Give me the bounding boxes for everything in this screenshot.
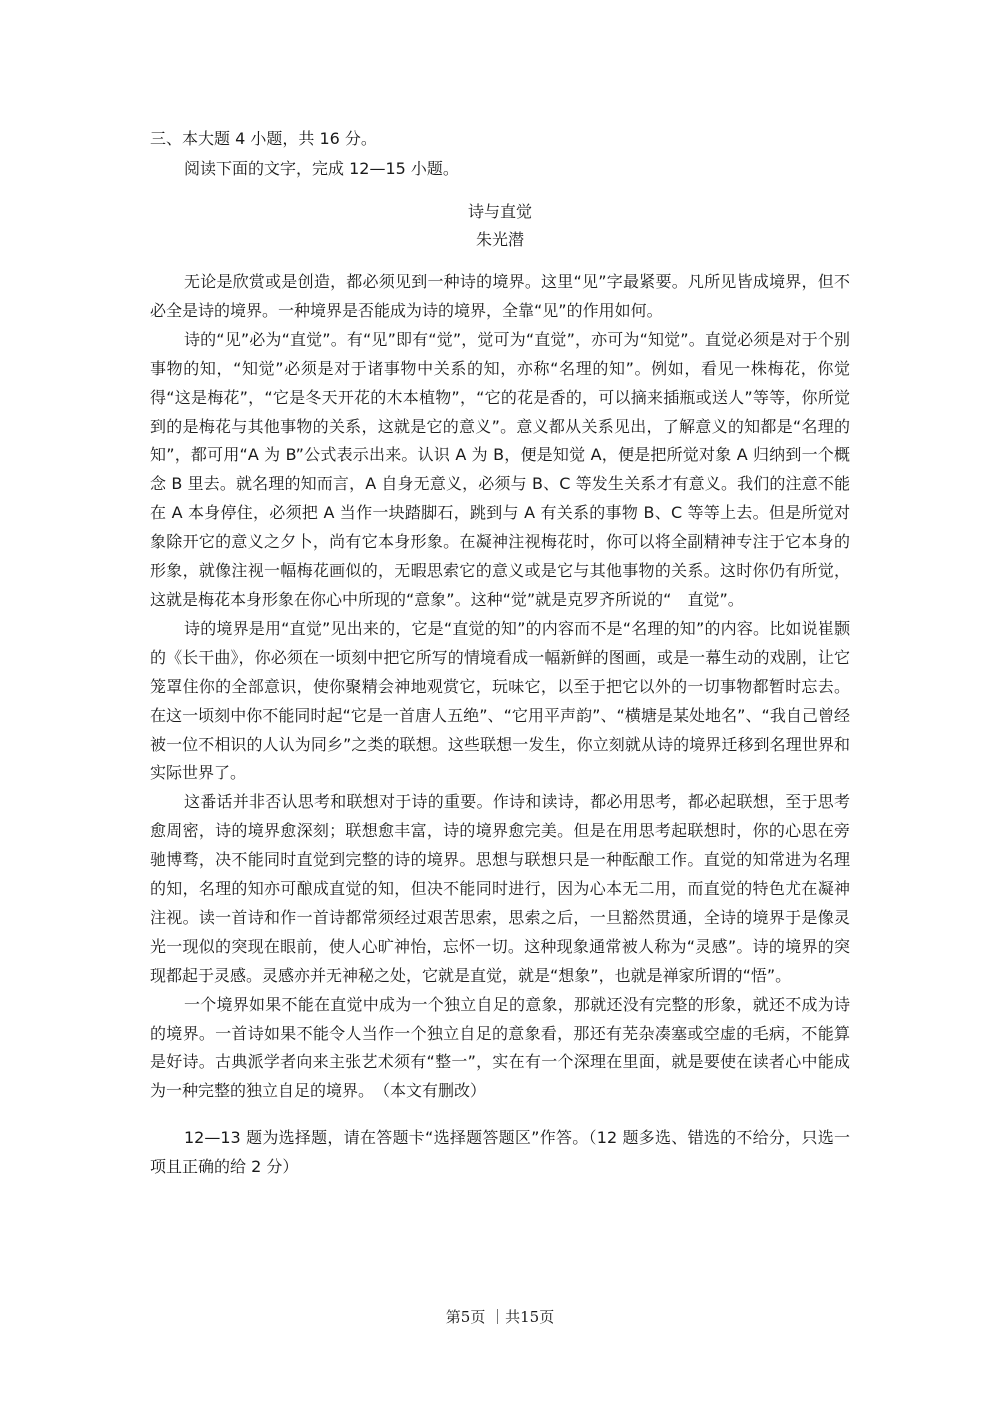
- article-paragraph: 诗的“见”必为“直觉”。有“见”即有“觉”，觉可为“直觉”，亦可为“知觉”。直觉必须是对于个别事物的知，“知觉”必须是对于诸事物中关系的知，亦称“名理的知”。例如，看见一株梅花，你觉得“这是梅花”，“它是冬天开花的木本植物”，“它的花是香的，可以摘来插瓶或送人”等等，你所觉到的是梅花与其他事物的关系，这就是它的意义”。意义都从关系见出，了解意义的知都是“名理的知”，都可用“A 为 B”公式表示出来。认识 A 为 B，便是知觉 A，便是把所觉对象 A 归纳到一个概念 B 里去。就名理的知而言，A 自身无意义，必须与 B、C 等发生关系才有意义。我们的注意不能在 A 本身停住，必须把 A 当作一块踏脚石，跳到与 A 有关系的事物 B、C 等等上去。但是所觉对象除开它的意义之夕卜，尚有它本身形象。在凝神注视梅花时，你可以将全副精神专注于它本身的形象，就像注视一幅梅花画似的，无暇思索它的意义或是它与其他事物的关系。这时你仍有所觉，这就是梅花本身形象在你心中所现的“意象”。这种“觉”就是克罗齐所说的“ 直觉”。: [150, 329, 850, 609]
- article-paragraph: 诗的境界是用“直觉”见出来的，它是“直觉的知”的内容而不是“名理的知”的内容。比如说崔颢的《长干曲》，你必须在一顷刻中把它所写的情境看成一幅新鲜的图画，或是一幕生动的戏剧，让它笼罩住你的全部意识，使你聚精会神地观赏它，玩味它，以至于把它以外的一切事物都暂时忘去。在这一顷刻中你不能同时起“它是一首唐人五绝”、“它用平声韵”、“横塘是某处地名”、“我自己曾经被一位不相识的人认为同乡”之类的联想。这些联想一发生，你立刻就从诗的境界迁移到名理世界和实际世界了。: [150, 618, 850, 783]
- page-footer: 第5页 ｜共15页: [445, 1308, 555, 1326]
- article-body: [150, 268, 850, 1106]
- article-paragraph: 无论是欣赏或是创造，都必须见到一种诗的境界。这里“见”字最紧要。凡所见皆成境界，但不必全是诗的境界。一种境界是否能成为诗的境界，全靠“见”的作用如何。: [150, 272, 850, 320]
- article-author: 朱光潜: [475, 230, 524, 249]
- article-paragraph: 一个境界如果不能在直觉中成为一个独立自足的意象，那就还没有完整的形象，就还不成为诗的境界。一首诗如果不能令人当作一个独立自足的意象看，那还有芜杂凑塞或空虚的毛病，不能算是好诗。古典派学者向来主张艺术须有“整一”，实在有一个深理在里面，就是要使在读者心中能成为一种完整的独立自足的境界。 （本文有删改）: [150, 994, 850, 1101]
- article-title: 诗与直觉: [467, 202, 532, 221]
- section-instruction: 阅读下面的文字，完成 12—15 小题。: [184, 159, 459, 178]
- section-heading: 三、本大题 4 小题，共 16 分。: [150, 129, 377, 148]
- answer-note: 12—13 题为选择题，请在答题卡“选择题答题区”作答。（12 题多选、错选的不给分，只选一项且正确的给 2 分）: [150, 1128, 850, 1177]
- exam-page: [150, 124, 850, 1182]
- article-paragraph: 这番话并非否认思考和联想对于诗的重要。作诗和读诗，都必用思考，都必起联想，至于思考愈周密，诗的境界愈深刻；联想愈丰富，诗的境界愈完美。但是在用思考起联想时，你的心思在旁驰博骛，决不能同时直觉到完整的诗的境界。思想与联想只是一种酝酿工作。直觉的知常进为名理的知，名理的知亦可酿成直觉的知，但决不能同时进行，因为心本无二用，而直觉的特色尤在凝神注视。读一首诗和作一首诗都常须经过艰苦思索，思索之后，一旦豁然贯通，全诗的境界于是像灵光一现似的突现在眼前，使人心旷神怡，忘怀一切。这种现象通常被人称为“灵感”。诗的境界的突现都起于灵感。灵感亦并无神秘之处，它就是直觉，就是“想象”，也就是禅家所谓的“悟”。: [150, 792, 850, 985]
